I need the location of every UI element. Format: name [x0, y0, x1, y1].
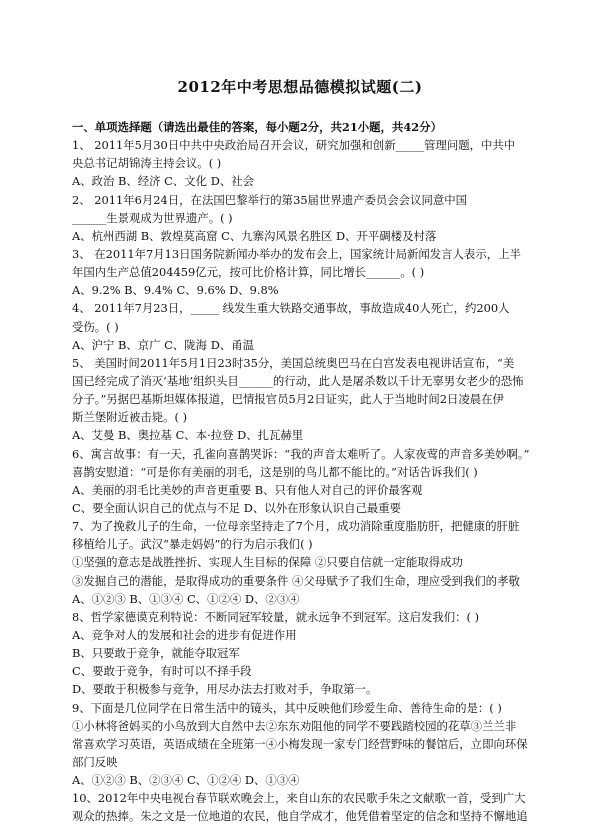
- text-line: 年国内生产总值204459亿元，按可比价格计算，同比增长______。( ): [72, 265, 425, 280]
- text-line: A、美丽的羽毛比美妙的声音更重要 B、只有他人对自己的评价最客观: [72, 482, 423, 497]
- question-body: [72, 118, 544, 825]
- text-line: 8、哲学家德谟克利特说：不断同冠军较量，就永远争不到冠军。这启发我们：( ): [72, 609, 480, 624]
- text-line: A、沪宁 B、京广 C、陇海 D、甬温: [72, 337, 254, 352]
- text-line: C、要敢于竞争，有时可以不择手段: [72, 664, 252, 679]
- text-line: 9、下面是几位同学在日常生活中的镜头，其中反映他们珍爱生命、善待生命的是：( ): [72, 700, 502, 715]
- text-line: ______生景观成为世界遗产。( ): [72, 210, 233, 225]
- text-line: ③发掘自己的潜能，是取得成功的重要条件 ④父母赋予了我们生命，理应受到我们的孝敬: [72, 573, 520, 588]
- section-heading: 一、单项选择题（请选出最佳的答案，每小题2分，共21小题，共42分）: [72, 120, 442, 134]
- text-line: D、要敢于积极参与竞争，用尽办法去打败对手，争取第一。: [72, 682, 378, 697]
- text-line: B、只要敢于竞争，就能夺取冠军: [72, 646, 240, 661]
- text-line: 7、为了挽救儿子的生命，一位母亲坚持走了7个月，成功消除重度脂肪肝，把健康的肝脏: [72, 519, 520, 534]
- text-line: A、竞争对人的发展和社会的进步有促进作用: [72, 627, 297, 642]
- text-line: A、9.2% B、9.4% C、9.6% D、9.8%: [72, 283, 279, 298]
- text-line: 4、 2011年7月23日，_____ 线发生重大铁路交通事故，事故造成40人死亡，约200人: [72, 301, 510, 316]
- text-line: 3、 在2011年7月13日国务院新闻办举办的发布会上，国家统计局新闻发言人表示，上半: [72, 246, 521, 261]
- text-line: 斯兰堡附近被击毙。( ): [72, 410, 188, 425]
- text-line: 部门反映: [72, 754, 118, 769]
- text-line: 移植给儿子。武汉“暴走妈妈”的行为启示我们( ): [72, 537, 313, 552]
- text-line: 2、 2011年6月24日，在法国巴黎举行的第35届世界遗产委员会会议同意中国: [72, 192, 468, 207]
- text-line: A、艾曼 B、奥拉基 C、本·拉登 D、扎瓦赫里: [72, 428, 304, 443]
- text-line: A、①②③ B、①③④ C、①②④ D、②③④: [72, 591, 300, 606]
- text-line: ①小林将爸妈买的小鸟放到大自然中去②东东劝阻他的同学不要践踏校园的花草③兰兰非: [72, 718, 517, 733]
- text-line: A、政治 B、经济 C、文化 D、社会: [72, 174, 254, 189]
- text-line: 5、 美国时间2011年5月1日23时35分，美国总统奥巴马在白宫发表电视讲话宣布，“美: [72, 355, 515, 370]
- text-line: 分子。”另据巴基斯坦媒体报道，巴情报官员5月2日证实，此人于当地时间2日凌晨在伊: [72, 392, 504, 407]
- text-line: 央总书记胡锦涛主持会议。( ): [72, 156, 222, 171]
- text-line: 观众的热捧。朱之文是一位地道的农民，他自学成才，他凭借着坚定的信念和坚持不懈地追: [72, 809, 528, 824]
- text-line: 6、寓言故事：有一天，孔雀向喜鹊哭诉：“我的声音太难听了。人家夜莺的声音多美妙啊。”: [72, 446, 530, 461]
- text-line: 10、2012年中央电视台春节联欢晚会上，来自山东的农民歌手朱之文献歌一首，受到广大: [72, 791, 526, 806]
- text-line: 国已经完成了消灭‘基地’组织头目______的行动，此人是屠杀数以千计无辜男女老少的恐怖: [72, 373, 524, 388]
- text-line: 1、 2011年5月30日中共中央政治局召开会议，研究加强和创新_____管理问题，中共中: [72, 138, 516, 153]
- text-line: A、①②③ B、②③④ C、①②④ D、①③④: [72, 773, 300, 788]
- text-line: 受伤。( ): [72, 319, 119, 334]
- text-line: 喜鹊安慰道：“可是你有美丽的羽毛，这是别的鸟儿都不能比的。”对话告诉我们( ): [72, 464, 478, 479]
- text-line: 常喜欢学习英语，英语成绩在全班第一④小梅发现一家专门经营野味的餐馆后，立即向环保: [72, 736, 528, 751]
- text-line: C、要全面认识自己的优点与不足 D、以外在形象认识自己最重要: [72, 500, 402, 515]
- text-line: ①坚强的意志是战胜挫折、实现人生目标的保障 ②只要自信就一定能取得成功: [72, 555, 463, 570]
- text-line: A、杭州西湖 B、敦煌莫高窟 C、九寨沟风景名胜区 D、开平碉楼及村落: [72, 228, 437, 243]
- page-title: 2012年中考思想品德模拟试题(二): [177, 78, 423, 96]
